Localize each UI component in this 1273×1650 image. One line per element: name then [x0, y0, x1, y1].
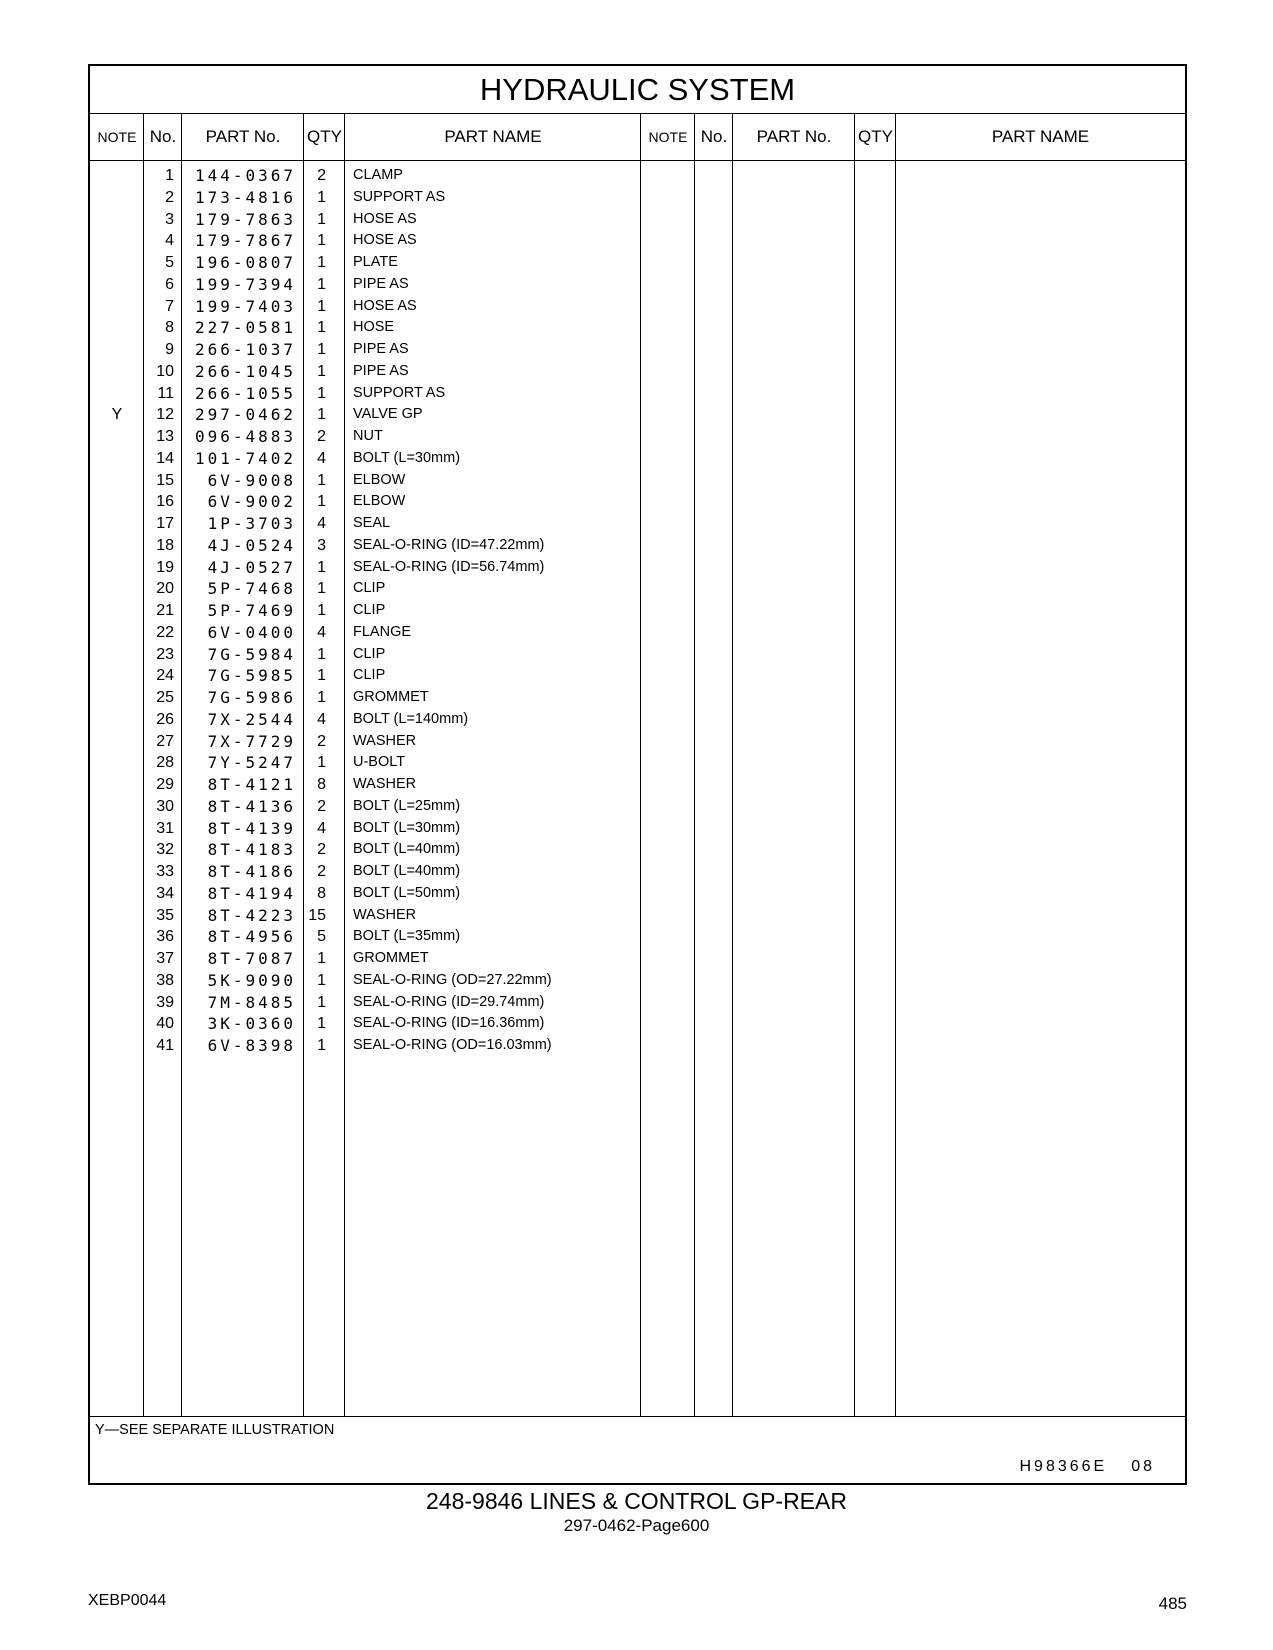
- header-qty-right: QTY: [855, 113, 896, 161]
- row-item-number: 30: [156, 797, 174, 815]
- row-note: [90, 1012, 144, 1035]
- row-item-number: 16: [156, 493, 174, 511]
- row-part-name: PIPE AS: [353, 275, 409, 292]
- row-quantity: 3: [317, 536, 326, 554]
- row-note: [90, 860, 144, 883]
- row-quantity: 1: [317, 993, 326, 1011]
- row-note: [90, 621, 144, 644]
- row-part-name: SUPPORT AS: [353, 188, 446, 205]
- column-divider: [895, 113, 896, 1416]
- row-quantity: 1: [317, 362, 326, 380]
- row-part-number: 6V-9002: [207, 492, 296, 512]
- row-part-name: SEAL-O-RING (ID=16.36mm): [353, 1015, 545, 1032]
- row-note: [90, 817, 144, 840]
- row-note: [90, 382, 144, 405]
- illustration-code: [1019, 1458, 1155, 1476]
- header-part-name-right: PART NAME: [896, 113, 1185, 161]
- illustration-number: H98366E: [1019, 1458, 1108, 1475]
- row-part-number: 101-7402: [194, 448, 296, 468]
- row-quantity: 1: [317, 754, 326, 772]
- row-item-number: 21: [156, 602, 174, 619]
- row-part-name: WASHER: [353, 776, 417, 792]
- row-part-name: HOSE: [353, 319, 395, 336]
- row-part-name: WASHER: [353, 732, 417, 749]
- row-quantity: 1: [317, 275, 326, 293]
- row-quantity: 1: [317, 297, 326, 315]
- row-quantity: 4: [317, 623, 326, 641]
- row-item-number: 15: [156, 471, 174, 489]
- row-note: [90, 730, 144, 753]
- row-note: [90, 447, 144, 470]
- row-item-number: 25: [156, 689, 174, 706]
- row-part-number: 144-0367: [194, 166, 296, 185]
- row-part-name: GROMMET: [353, 689, 429, 705]
- row-note: [90, 273, 144, 296]
- row-item-number: 8: [165, 319, 174, 337]
- row-item-number: 24: [156, 667, 174, 685]
- row-note: [90, 208, 144, 231]
- row-part-name: U-BOLT: [353, 754, 406, 771]
- row-part-number: 199-7394: [194, 274, 296, 294]
- row-part-number: 8T-4136: [207, 796, 296, 816]
- row-item-number: 28: [156, 754, 174, 772]
- row-item-number: 13: [156, 428, 174, 445]
- row-quantity: 2: [317, 167, 326, 184]
- row-quantity: 2: [317, 841, 326, 859]
- row-part-name: HOSE AS: [353, 232, 417, 249]
- row-quantity: 2: [317, 863, 326, 880]
- row-note: [90, 686, 144, 709]
- section-title: HYDRAULIC SYSTEM: [90, 66, 1185, 114]
- row-part-number: 8T-4183: [207, 840, 296, 860]
- row-part-number: 8T-4121: [207, 775, 296, 794]
- row-note: [90, 947, 144, 970]
- row-part-name: BOLT (L=30mm): [353, 449, 461, 466]
- row-part-name: NUT: [353, 428, 383, 444]
- header-part-name-left: PART NAME: [345, 113, 641, 161]
- row-part-number: 1P-3703: [207, 514, 296, 533]
- row-note: [90, 512, 144, 535]
- row-item-number: 34: [156, 884, 174, 902]
- row-part-name: SEAL-O-RING (ID=47.22mm): [353, 536, 545, 553]
- row-quantity: 8: [317, 776, 326, 793]
- header-qty-left: QTY: [304, 113, 345, 161]
- row-part-name: BOLT (L=35mm): [353, 928, 461, 945]
- row-quantity: 1: [317, 384, 326, 402]
- row-part-name: SEAL: [353, 515, 391, 531]
- row-part-name: ELBOW: [353, 493, 406, 510]
- column-divider: [344, 113, 345, 1416]
- row-part-name: CLIP: [353, 667, 386, 684]
- row-item-number: 6: [165, 275, 174, 293]
- row-note: [90, 316, 144, 339]
- row-part-number: 6V-0400: [207, 622, 296, 642]
- row-part-number: 196-0807: [194, 253, 296, 272]
- row-item-number: 1: [165, 167, 174, 184]
- row-item-number: 31: [156, 819, 174, 837]
- row-part-name: CLIP: [353, 645, 386, 662]
- row-item-number: 23: [156, 645, 174, 663]
- row-part-number: 173-4816: [194, 187, 296, 207]
- row-part-name: BOLT (L=25mm): [353, 797, 461, 814]
- row-part-number: 8T-7087: [207, 949, 296, 968]
- row-note: [90, 708, 144, 731]
- row-quantity: 2: [317, 732, 326, 750]
- row-part-number: 096-4883: [194, 427, 296, 446]
- row-note: [90, 490, 144, 513]
- row-item-number: 3: [165, 210, 174, 228]
- row-note: [90, 251, 144, 274]
- row-quantity: 1: [317, 971, 326, 989]
- row-part-number: 266-1045: [194, 361, 296, 381]
- row-note: [90, 469, 144, 492]
- row-part-name: SEAL-O-RING (OD=16.03mm): [353, 1037, 552, 1053]
- row-part-number: 8T-4186: [207, 862, 296, 881]
- row-part-name: HOSE AS: [353, 297, 417, 314]
- row-quantity: 1: [317, 1037, 326, 1054]
- parts-table-frame: [88, 64, 1187, 1485]
- row-quantity: 1: [317, 667, 326, 685]
- row-part-name: SEAL-O-RING (ID=29.74mm): [353, 993, 545, 1010]
- row-note: [90, 295, 144, 318]
- row-note: [90, 904, 144, 927]
- row-part-number: 4J-0524: [207, 535, 296, 555]
- row-part-number: 8T-4956: [207, 927, 296, 947]
- row-part-number: 5P-7468: [207, 579, 296, 599]
- row-note: [90, 795, 144, 818]
- header-part-no-left: PART No.: [182, 113, 304, 161]
- row-part-number: 266-1055: [194, 383, 296, 403]
- table-bottom-rule: [90, 1416, 1185, 1417]
- row-part-name: GROMMET: [353, 950, 429, 966]
- row-quantity: 1: [317, 341, 326, 358]
- row-note: [90, 643, 144, 666]
- row-part-name: PIPE AS: [353, 341, 409, 357]
- row-note: [90, 164, 144, 187]
- row-quantity: 1: [317, 950, 326, 967]
- row-quantity: 1: [317, 493, 326, 511]
- row-part-number: 297-0462: [194, 405, 296, 425]
- row-note: [90, 360, 144, 383]
- row-quantity: 4: [317, 710, 326, 728]
- row-item-number: 22: [156, 623, 174, 641]
- page-reference: 297-0462-Page600: [563, 1516, 710, 1535]
- row-item-number: 37: [156, 950, 174, 967]
- group-title: 248-9846 LINES & CONTROL GP-REAR: [426, 1488, 847, 1514]
- row-part-number: 6V-8398: [207, 1036, 296, 1055]
- row-quantity: 1: [317, 471, 326, 489]
- row-item-number: 11: [157, 384, 174, 402]
- row-note: [90, 882, 144, 905]
- row-quantity: 8: [317, 884, 326, 902]
- row-quantity: 4: [317, 449, 326, 467]
- row-quantity: 1: [317, 558, 326, 576]
- row-quantity: 1: [317, 319, 326, 337]
- row-quantity: 1: [317, 580, 326, 598]
- row-part-number: 227-0581: [194, 318, 296, 338]
- row-quantity: 1: [317, 232, 326, 250]
- row-part-number: 4J-0527: [207, 557, 296, 577]
- row-part-number: 7X-7729: [207, 731, 296, 751]
- header-note-right: NOTE: [641, 113, 695, 161]
- column-divider: [732, 113, 733, 1416]
- row-part-name: PLATE: [353, 254, 398, 270]
- row-quantity: 1: [317, 689, 326, 706]
- row-item-number: 7: [165, 297, 174, 315]
- row-item-number: 4: [165, 232, 174, 250]
- row-quantity: 1: [317, 210, 326, 228]
- row-note: [90, 556, 144, 579]
- row-note: [90, 991, 144, 1014]
- row-part-name: WASHER: [353, 906, 417, 923]
- row-part-number: 179-7867: [194, 231, 296, 251]
- row-part-name: HOSE AS: [353, 210, 417, 227]
- row-part-number: 5P-7469: [207, 601, 296, 620]
- row-part-number: 7G-5986: [207, 688, 296, 707]
- page-number: 485: [1158, 1594, 1187, 1613]
- row-item-number: 19: [156, 558, 174, 576]
- row-note: [90, 338, 144, 361]
- row-item-number: 39: [156, 993, 174, 1011]
- header-no-left: No.: [144, 113, 182, 161]
- row-item-number: 40: [156, 1015, 174, 1033]
- row-note: [90, 599, 144, 622]
- row-item-number: 38: [156, 971, 174, 989]
- row-part-number: 7X-2544: [207, 709, 296, 729]
- row-part-number: 7M-8485: [207, 992, 296, 1012]
- row-quantity: 5: [317, 928, 326, 946]
- row-item-number: 17: [156, 515, 174, 532]
- row-item-number: 9: [165, 341, 174, 358]
- row-part-number: 5K-9090: [207, 970, 296, 990]
- row-part-name: BOLT (L=140mm): [353, 710, 469, 727]
- row-part-number: 8T-4194: [207, 883, 296, 903]
- row-part-name: SEAL-O-RING (ID=56.74mm): [353, 558, 545, 575]
- document-id: XEBP0044: [88, 1592, 167, 1609]
- row-part-number: 266-1037: [194, 340, 296, 359]
- illustration-revision: 08: [1131, 1458, 1155, 1475]
- row-quantity: 1: [317, 602, 326, 619]
- row-item-number: 2: [165, 188, 174, 206]
- row-note: [90, 925, 144, 948]
- row-quantity: 1: [317, 1015, 326, 1033]
- row-part-name: PIPE AS: [353, 362, 409, 379]
- row-part-name: SEAL-O-RING (OD=27.22mm): [353, 971, 552, 988]
- row-quantity: 1: [317, 406, 326, 424]
- row-part-name: BOLT (L=30mm): [353, 819, 461, 836]
- row-note: [90, 969, 144, 992]
- row-item-number: 20: [156, 580, 174, 598]
- row-part-name: FLANGE: [353, 623, 412, 640]
- header-part-no-right: PART No.: [733, 113, 855, 161]
- row-note: [90, 425, 144, 448]
- row-quantity: 1: [317, 188, 326, 206]
- row-part-name: CLAMP: [353, 167, 403, 183]
- row-item-number: 10: [156, 362, 174, 380]
- row-item-number: 18: [156, 536, 174, 554]
- row-note: [90, 534, 144, 557]
- row-part-number: 199-7403: [194, 296, 296, 316]
- row-item-number: 33: [156, 863, 174, 880]
- row-note: [90, 838, 144, 861]
- row-part-name: BOLT (L=40mm): [353, 863, 461, 879]
- row-quantity: 15: [308, 906, 326, 924]
- row-item-number: 5: [165, 254, 174, 271]
- row-part-number: 179-7863: [194, 209, 296, 229]
- column-divider: [181, 113, 182, 1416]
- row-part-name: CLIP: [353, 602, 386, 618]
- row-item-number: 41: [156, 1037, 174, 1054]
- footnote: Y—SEE SEPARATE ILLUSTRATION: [95, 1422, 335, 1438]
- row-quantity: 2: [317, 428, 326, 445]
- row-note: [90, 1034, 144, 1057]
- column-divider: [854, 113, 855, 1416]
- row-item-number: 12: [156, 406, 174, 424]
- row-quantity: 4: [317, 819, 326, 837]
- row-item-number: 36: [156, 928, 174, 946]
- row-item-number: 14: [156, 449, 174, 467]
- row-part-number: 7G-5985: [207, 666, 296, 686]
- row-part-number: 7Y-5247: [207, 753, 296, 773]
- row-part-number: 7G-5984: [207, 644, 296, 664]
- row-part-number: 8T-4223: [207, 905, 296, 925]
- row-note: [90, 186, 144, 209]
- row-item-number: 27: [156, 732, 174, 750]
- row-quantity: 2: [317, 797, 326, 815]
- row-note: [90, 664, 144, 687]
- row-part-name: VALVE GP: [353, 406, 423, 423]
- row-item-number: 29: [156, 776, 174, 793]
- row-part-name: SUPPORT AS: [353, 384, 446, 401]
- row-note: [90, 229, 144, 252]
- row-part-number: 3K-0360: [207, 1014, 296, 1034]
- row-item-number: 26: [156, 710, 174, 728]
- row-part-number: 8T-4139: [207, 818, 296, 838]
- column-divider: [694, 113, 695, 1416]
- header-no-right: No.: [695, 113, 733, 161]
- header-note-left: NOTE: [90, 113, 144, 161]
- row-part-name: BOLT (L=40mm): [353, 841, 461, 858]
- row-part-number: 6V-9008: [207, 470, 296, 490]
- row-item-number: 35: [156, 906, 174, 924]
- row-note: [90, 751, 144, 774]
- row-note: [90, 773, 144, 796]
- row-part-name: CLIP: [353, 580, 386, 597]
- row-part-name: ELBOW: [353, 471, 406, 488]
- row-quantity: 1: [317, 645, 326, 663]
- row-quantity: 4: [317, 515, 326, 532]
- row-part-name: BOLT (L=50mm): [353, 884, 461, 901]
- row-note: [90, 577, 144, 600]
- row-item-number: 32: [156, 841, 174, 859]
- column-divider: [640, 113, 641, 1416]
- row-quantity: 1: [317, 254, 326, 271]
- row-note: Y: [111, 406, 123, 424]
